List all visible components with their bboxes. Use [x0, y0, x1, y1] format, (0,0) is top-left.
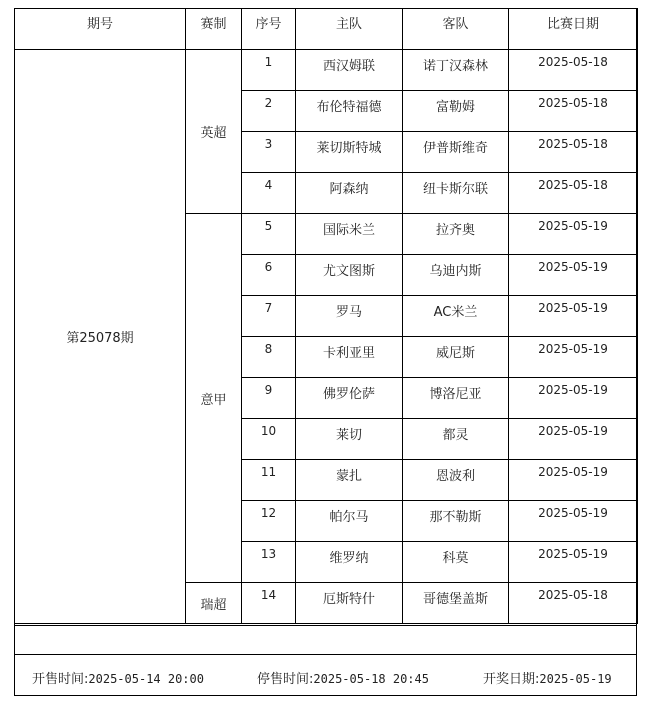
match-number: 6	[242, 255, 296, 296]
home-team: 莱切斯特城	[296, 132, 403, 173]
away-team: 哥德堡盖斯	[403, 583, 509, 624]
match-number: 8	[242, 337, 296, 378]
away-team: 威尼斯	[403, 337, 509, 378]
draw-date-label: 开奖日期:	[483, 672, 540, 687]
match-number: 5	[242, 214, 296, 255]
match-date: 2025-05-19	[509, 501, 638, 542]
match-date: 2025-05-18	[509, 50, 638, 91]
header-league: 赛制	[186, 9, 242, 50]
away-team: 伊普斯维奇	[403, 132, 509, 173]
match-number: 11	[242, 460, 296, 501]
header-away-team: 客队	[403, 9, 509, 50]
match-number: 4	[242, 173, 296, 214]
home-team: 帕尔马	[296, 501, 403, 542]
lottery-schedule-sheet	[14, 8, 637, 696]
match-number: 1	[242, 50, 296, 91]
draw-date-value: 2025-05-19	[539, 672, 612, 686]
match-date: 2025-05-19	[509, 214, 638, 255]
sale-stop-label: 停售时间:	[257, 672, 314, 687]
match-date: 2025-05-18	[509, 583, 638, 624]
blank-row	[14, 625, 637, 654]
sale-stop-value: 2025-05-18 20:45	[313, 672, 429, 686]
period-cell: 第25078期	[15, 50, 186, 624]
away-team: 拉齐奥	[403, 214, 509, 255]
home-team: 厄斯特什	[296, 583, 403, 624]
match-date: 2025-05-19	[509, 255, 638, 296]
header-match-date: 比赛日期	[509, 9, 638, 50]
away-team: 都灵	[403, 419, 509, 460]
home-team: 国际米兰	[296, 214, 403, 255]
home-team: 卡利亚里	[296, 337, 403, 378]
home-team: 佛罗伦萨	[296, 378, 403, 419]
home-team: 莱切	[296, 419, 403, 460]
home-team: 布伦特福德	[296, 91, 403, 132]
sale-info-footer	[14, 654, 637, 697]
league-cell: 英超	[186, 50, 242, 214]
home-team: 维罗纳	[296, 542, 403, 583]
match-date: 2025-05-19	[509, 296, 638, 337]
match-number: 2	[242, 91, 296, 132]
header-home-team: 主队	[296, 9, 403, 50]
away-team: 那不勒斯	[403, 501, 509, 542]
home-team: 西汉姆联	[296, 50, 403, 91]
away-team: 乌迪内斯	[403, 255, 509, 296]
away-team: 科莫	[403, 542, 509, 583]
match-date: 2025-05-19	[509, 337, 638, 378]
match-date: 2025-05-18	[509, 132, 638, 173]
away-team: 恩波利	[403, 460, 509, 501]
home-team: 阿森纳	[296, 173, 403, 214]
sale-stop	[257, 668, 429, 687]
match-number: 9	[242, 378, 296, 419]
header-row	[15, 9, 638, 50]
sale-start	[32, 668, 204, 687]
match-date: 2025-05-19	[509, 460, 638, 501]
match-date: 2025-05-18	[509, 173, 638, 214]
match-number: 10	[242, 419, 296, 460]
league-cell: 意甲	[186, 214, 242, 583]
league-cell: 瑞超	[186, 583, 242, 624]
match-date: 2025-05-19	[509, 378, 638, 419]
match-date: 2025-05-19	[509, 542, 638, 583]
header-period: 期号	[15, 9, 186, 50]
match-number: 13	[242, 542, 296, 583]
match-number: 7	[242, 296, 296, 337]
header-number: 序号	[242, 9, 296, 50]
match-schedule-table	[14, 8, 638, 624]
sale-start-label: 开售时间:	[32, 672, 89, 687]
match-date: 2025-05-19	[509, 419, 638, 460]
match-date: 2025-05-18	[509, 91, 638, 132]
home-team: 蒙扎	[296, 460, 403, 501]
away-team: 诺丁汉森林	[403, 50, 509, 91]
away-team: 纽卡斯尔联	[403, 173, 509, 214]
away-team: 博洛尼亚	[403, 378, 509, 419]
home-team: 罗马	[296, 296, 403, 337]
home-team: 尤文图斯	[296, 255, 403, 296]
sale-start-value: 2025-05-14 20:00	[88, 672, 204, 686]
match-number: 3	[242, 132, 296, 173]
match-row	[15, 50, 638, 91]
away-team: 富勒姆	[403, 91, 509, 132]
match-number: 12	[242, 501, 296, 542]
away-team: AC米兰	[403, 296, 509, 337]
draw-date	[483, 668, 612, 687]
match-number: 14	[242, 583, 296, 624]
